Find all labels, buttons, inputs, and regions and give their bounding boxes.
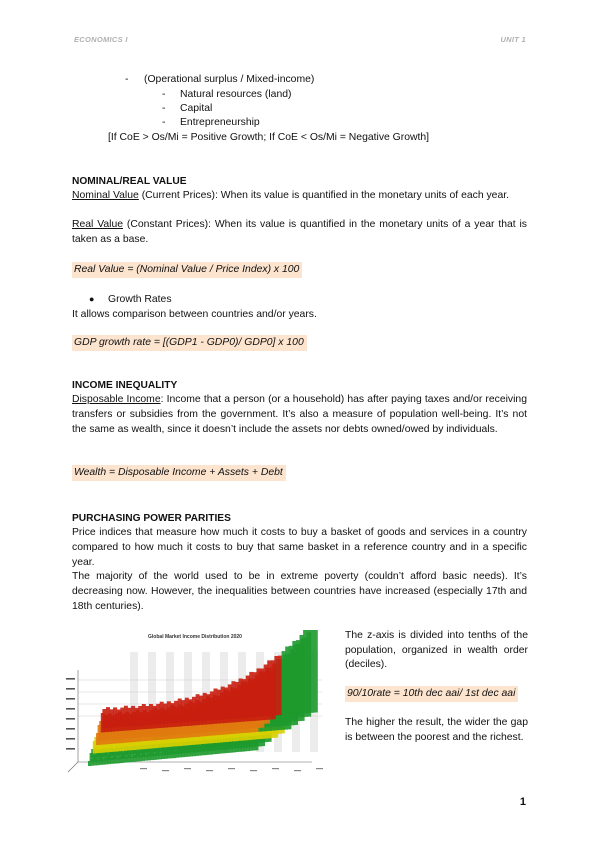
figure-title: Global Market Income Distribution 2020 (148, 634, 242, 640)
mixed-income-item: (Operational surplus / Mixed-income) (144, 74, 315, 85)
income-distribution-chart (60, 630, 330, 778)
bullet-icon: ● (89, 294, 95, 304)
surface-bar (171, 703, 175, 723)
y-tick (66, 708, 75, 710)
nominal-real-heading: NOMINAL/REAL VALUE (72, 176, 187, 187)
surface-bar (174, 701, 178, 723)
ppp-paragraph-1: Price indices that measure how much it costs to buy a basket of goods and services in a country compared to how much it costs to buy that same basket in a reference country and in a specific year. (72, 527, 527, 568)
disposable-income-term: Disposable Income (72, 394, 161, 405)
surface-bar (178, 699, 182, 723)
surface-bar (242, 679, 246, 718)
y-tick (66, 748, 75, 750)
list-dash: - (162, 117, 166, 128)
surface-bar (145, 706, 149, 725)
surface-bar (117, 710, 121, 728)
surface-bar (102, 709, 106, 728)
surface-bar (167, 701, 171, 723)
x-tick (294, 770, 301, 771)
x-tick (272, 768, 279, 769)
list-dash: - (162, 89, 166, 100)
surface-bar (289, 646, 293, 715)
surface-bar (264, 665, 268, 717)
list-dash: - (125, 74, 129, 85)
y-tick (66, 688, 75, 690)
surface-bar (199, 696, 203, 721)
surface-bar (206, 694, 210, 720)
surface-bar (153, 706, 157, 725)
growth-rates-text: It allows comparison between countries and/or years. (72, 309, 317, 320)
surface-bar (113, 707, 117, 727)
x-tick (316, 768, 323, 769)
sub-item-land: Natural resources (land) (180, 89, 292, 100)
surface-bar (231, 681, 235, 718)
y-tick (66, 718, 75, 720)
gap-explanation: The higher the result, the wider the gap is between the poorest and the richest. (345, 717, 528, 743)
real-value-text: (Constant Prices): When its value is quantified in the monetary units of a year that is taken as a base. (72, 219, 528, 245)
income-surface (88, 630, 318, 766)
x-tick (184, 768, 191, 769)
surface-bar (196, 694, 200, 721)
y-tick (66, 678, 75, 680)
income-inequality-heading: INCOME INEQUALITY (72, 380, 178, 391)
sub-item-entrepreneurship: Entrepreneurship (180, 117, 260, 128)
surface-bar (120, 708, 124, 727)
sub-item-capital: Capital (180, 103, 213, 114)
surface-bar (239, 679, 243, 719)
header-subject: ECONOMICS I (74, 35, 128, 44)
surface-bar (214, 689, 218, 720)
x-tick-marks (140, 768, 323, 771)
surface-bar (235, 682, 239, 719)
surface-bar (156, 704, 160, 724)
surface-bar (278, 656, 282, 716)
surface-bar (163, 704, 167, 724)
ppp-paragraph-2: The majority of the world used to be in extreme poverty (couldn’t afford basic needs). It’s decreasing now. However, the inequalities between countries have increased (especially 17th and 18th centuries). (72, 571, 527, 612)
disposable-income-paragraph (72, 393, 527, 437)
wealth-formula: Wealth = Disposable Income + Assets + Debt (72, 465, 286, 481)
surface-bar (181, 700, 185, 722)
surface-bar (282, 651, 286, 715)
surface-bar (300, 635, 304, 714)
gdp-growth-formula: GDP growth rate = [(GDP1 - GDP0)/ GDP0] x 100 (72, 335, 307, 351)
y-tick-marks (66, 678, 75, 750)
surface-bar (128, 708, 132, 727)
income-distribution-figure (60, 630, 330, 778)
surface-bar (296, 640, 300, 714)
surface-bar (310, 630, 314, 713)
surface-bar (210, 691, 214, 720)
surface-bar (285, 647, 289, 715)
growth-note: [If CoE > Os/Mi = Positive Growth; If CoE < Os/Mi = Negative Growth] (108, 132, 430, 143)
surface-bar (124, 706, 128, 727)
ratio-90-10-formula: 90/10rate = 10th dec aai/ 1st dec aai (345, 686, 518, 702)
surface-bar (138, 706, 142, 726)
real-value-term: Real Value (72, 219, 124, 230)
surface-bar (106, 707, 110, 728)
surface-bar (249, 672, 253, 717)
surface-bar (185, 698, 189, 722)
surface-bar (292, 641, 296, 714)
surface-bar (149, 704, 153, 725)
x-tick (140, 768, 147, 769)
surface-bar (160, 702, 164, 724)
surface-bar (192, 697, 196, 722)
surface-bar (217, 690, 221, 720)
surface-bar (271, 660, 275, 715)
surface-bar (253, 672, 257, 717)
disposable-income-text: : Income that a person (or a household) has after paying taxes and/or receiving transfers or subsidies from the government. It’s also a measure of population well-being. It’s not the same as wealth, since it doesn’t include the assets nor debts owned/owed by individuals. (72, 394, 527, 435)
surface-bar (203, 693, 207, 721)
x-tick (162, 770, 169, 771)
surface-bar (142, 704, 146, 725)
y-tick (66, 738, 75, 740)
surface-bar (131, 706, 135, 726)
surface-bar (221, 687, 225, 720)
surface-bar (110, 709, 114, 727)
nominal-value-paragraph (72, 189, 527, 204)
surface-bar (228, 684, 232, 719)
real-value-formula: Real Value = (Nominal Value / Price Index) x 100 (72, 262, 302, 278)
x-tick (228, 768, 235, 769)
surface-bar (224, 688, 228, 720)
nominal-value-term: Nominal Value (72, 190, 139, 201)
real-value-paragraph (72, 218, 527, 248)
header-unit: UNIT 1 (500, 35, 526, 44)
x-tick (206, 770, 213, 771)
y-tick (66, 698, 75, 700)
z-axis-explanation: The z-axis is divided into tenths of the population, organized in wealth order (deciles). (345, 630, 528, 671)
y-tick (66, 728, 75, 730)
surface-bar (260, 669, 264, 717)
surface-bar (307, 630, 311, 713)
surface-bar (135, 708, 139, 726)
surface-bar (303, 630, 307, 713)
surface-bar (188, 699, 192, 722)
nominal-value-text: (Current Prices): When its value is quantified in the monetary units of each year. (138, 190, 510, 201)
surface-bar (246, 676, 250, 718)
x-tick (250, 770, 257, 771)
surface-bar (314, 630, 318, 713)
ppp-heading: PURCHASING POWER PARITIES (72, 513, 231, 524)
growth-rates-bullet: Growth Rates (108, 294, 172, 305)
surface-bar (274, 656, 278, 715)
surface-bar (257, 668, 261, 716)
page-number: 1 (519, 796, 526, 808)
surface-bar (267, 660, 271, 716)
list-dash: - (162, 103, 166, 114)
